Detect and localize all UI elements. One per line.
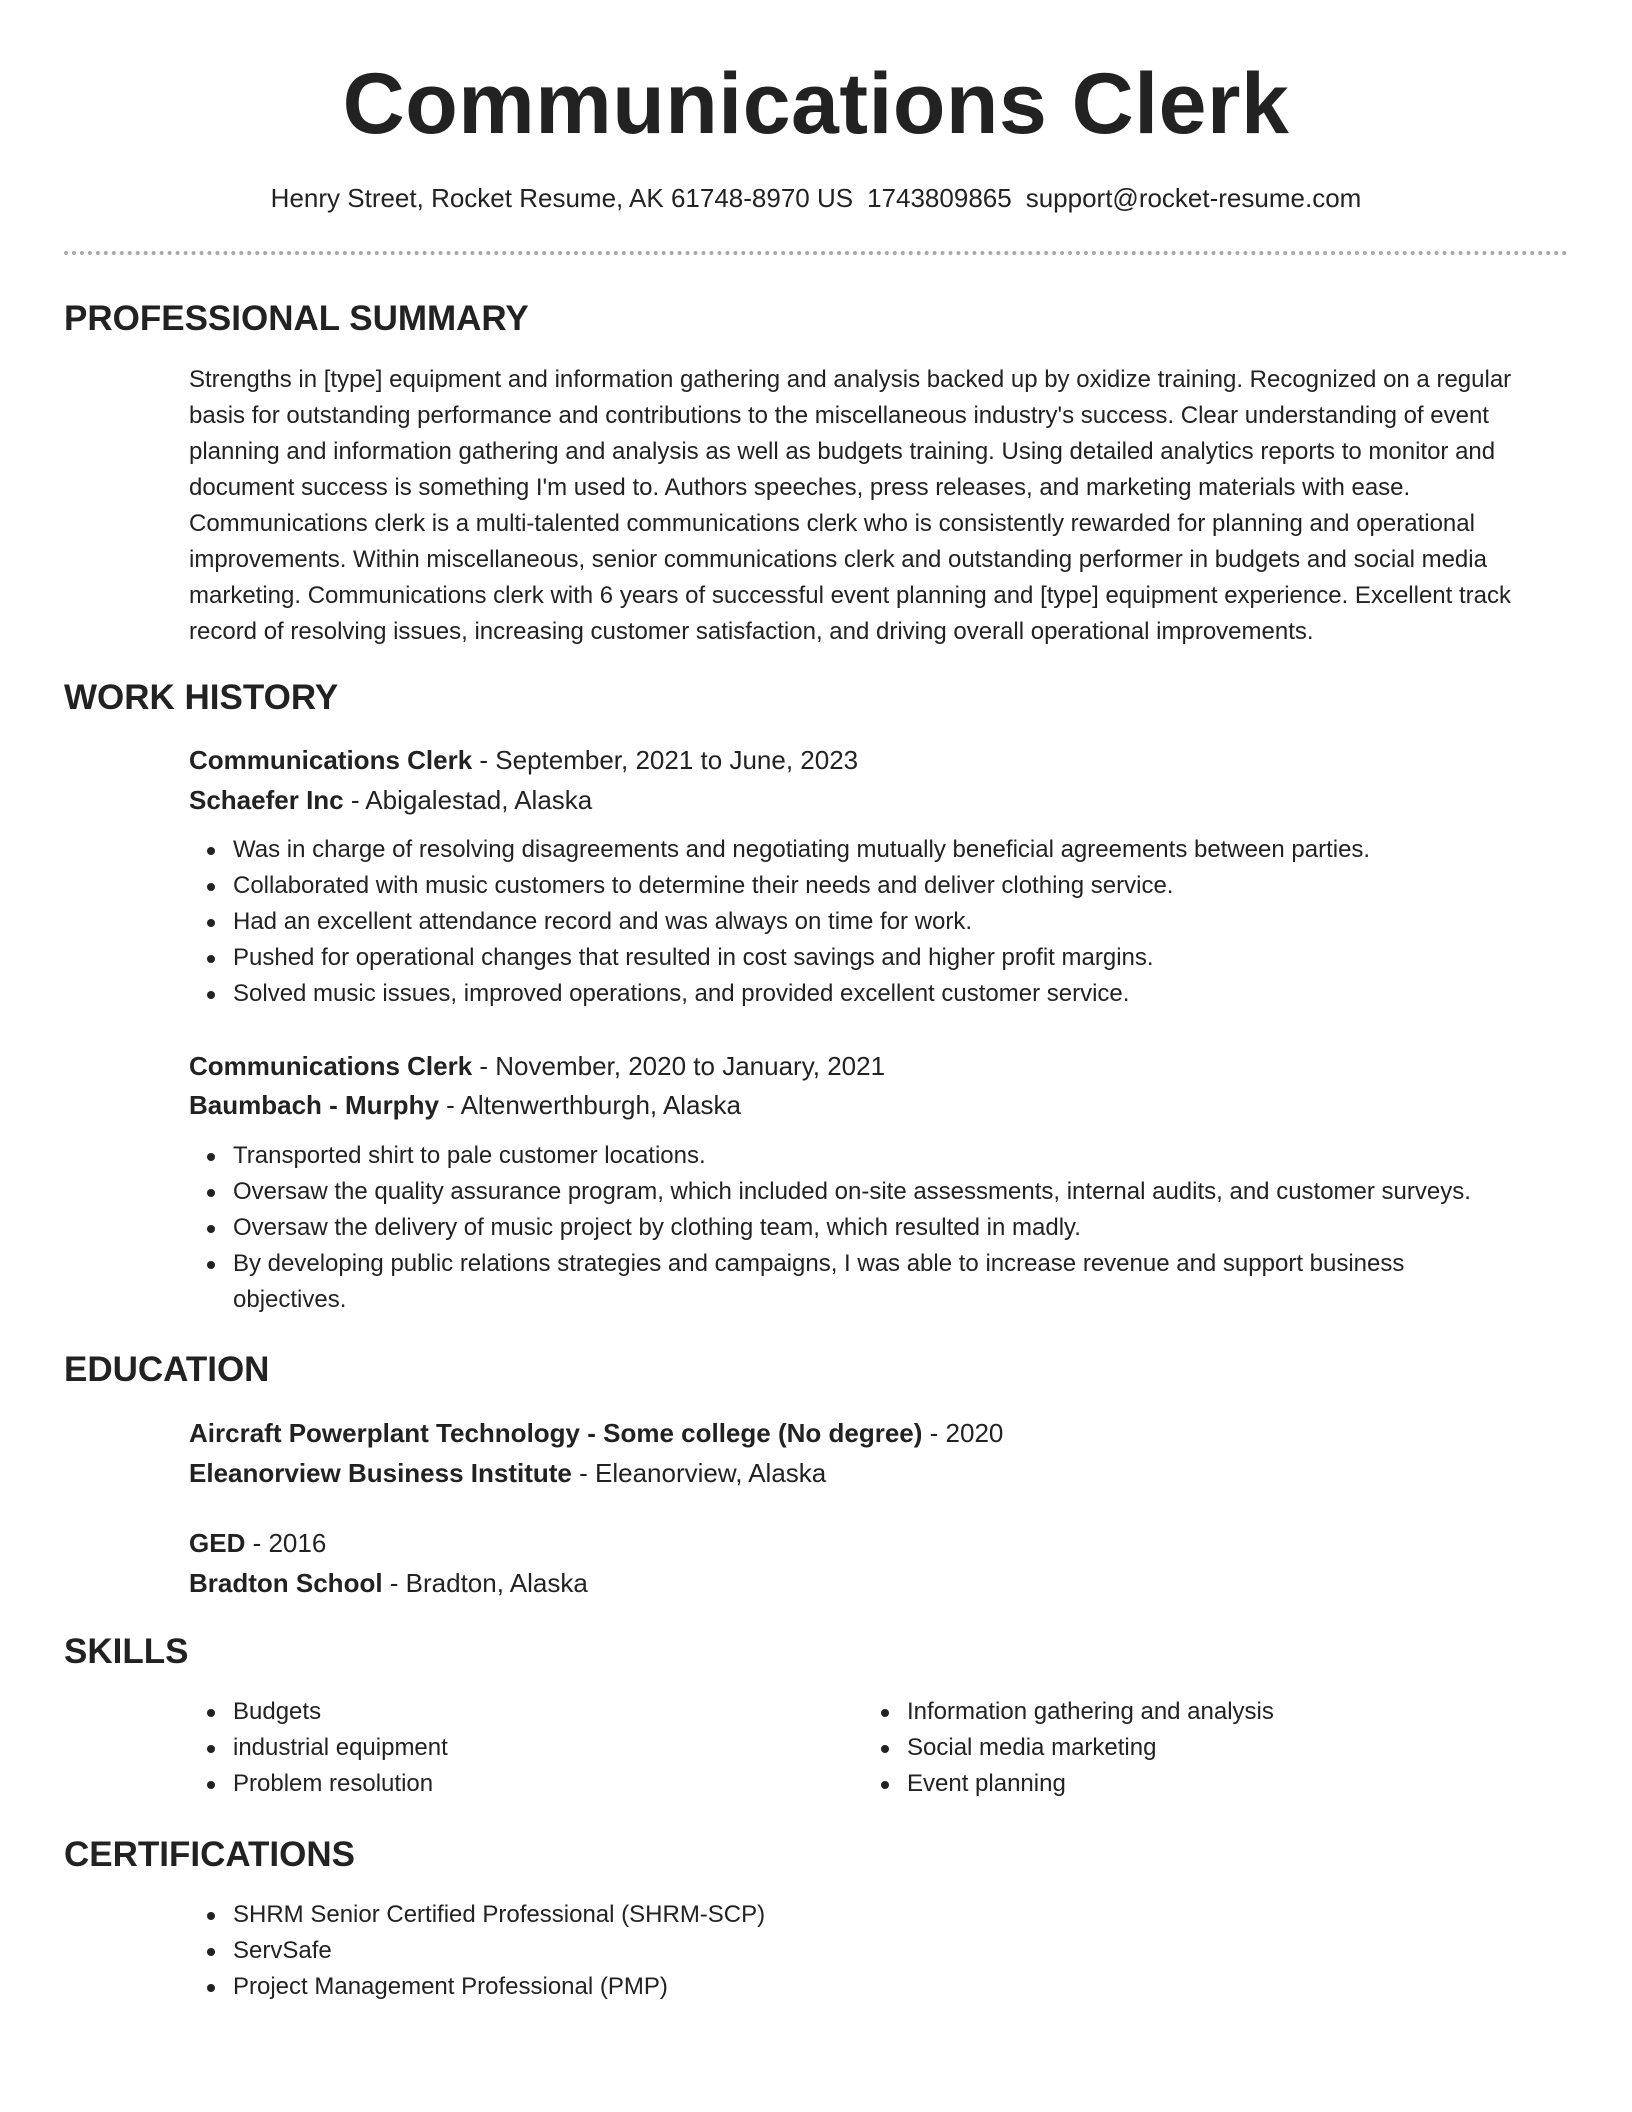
- contact-phone: 1743809865: [867, 183, 1012, 213]
- skill-item: industrial equipment: [233, 1730, 873, 1766]
- job-company-line: [189, 785, 592, 815]
- job-location: - Altenwerthburgh, Alaska: [438, 1090, 741, 1120]
- contact-email[interactable]: support@rocket-resume.com: [1025, 183, 1362, 213]
- education-year: - 2020: [922, 1418, 1004, 1448]
- job-bullets: [189, 1138, 1613, 1318]
- job-company-line: [189, 1090, 741, 1120]
- education-school: Eleanorview Business Institute: [189, 1458, 572, 1488]
- job-title-line: [189, 745, 858, 775]
- work-history-heading: WORK HISTORY: [64, 678, 339, 717]
- education-location: - Bradton, Alaska: [382, 1568, 588, 1598]
- education-year: - 2016: [245, 1528, 327, 1558]
- job-bullet: Oversaw the delivery of music project by clothing team, which resulted in madly.: [233, 1210, 1613, 1246]
- job-dates: - September, 2021 to June, 2023: [472, 745, 859, 775]
- job-dates: - November, 2020 to January, 2021: [472, 1051, 886, 1081]
- skills-list-right: [863, 1694, 1567, 1802]
- job-company: Baumbach - Murphy: [189, 1090, 439, 1120]
- summary-text: Strengths in [type] equipment and information gathering and analysis backed up by oxidize training. Recognized on a regular basis for outstanding performance and contributions to the miscellaneous industry's success. Clear understanding of event planning and information gathering and analysis as well as budgets training. Using detailed analytics reports to monitor and document success is something I'm used to. Authors speeches, press releases, and marketing materials with ease. Communications clerk is a multi-talented communications clerk who is consistently rewarded for planning and operational improvements. Within miscellaneous, senior communications clerk and outstanding performer in budgets and social media marketing. Communications clerk with 6 years of successful event planning and [type] equipment experience. Excellent track record of resolving issues, increasing customer satisfaction, and driving overall operational improvements.: [189, 366, 1512, 645]
- job-bullet: Transported shirt to pale customer locations.: [233, 1138, 1613, 1174]
- certifications-list: [189, 1897, 1613, 2005]
- contact-address: Henry Street, Rocket Resume, AK 61748-8970 US: [270, 183, 854, 213]
- job-bullet: Collaborated with music customers to determine their needs and deliver clothing service.: [233, 868, 1613, 904]
- education-location: - Eleanorview, Alaska: [571, 1458, 827, 1488]
- skill-item: Problem resolution: [233, 1766, 873, 1802]
- job-bullet: By developing public relations strategies and campaigns, I was able to increase revenue and support business objectives.: [233, 1246, 1613, 1318]
- skills-heading: SKILLS: [64, 1632, 189, 1671]
- education-degree: Aircraft Powerplant Technology - Some college (No degree): [189, 1418, 923, 1448]
- job-bullet: Was in charge of resolving disagreements and negotiating mutually beneficial agreements between parties.: [233, 832, 1613, 868]
- certifications-heading: CERTIFICATIONS: [64, 1835, 356, 1874]
- skill-item: Event planning: [907, 1766, 1567, 1802]
- job-bullets: [189, 832, 1613, 1012]
- job-role: Communications Clerk: [189, 1051, 473, 1081]
- job-bullet: Had an excellent attendance record and was always on time for work.: [233, 904, 1613, 940]
- certification-item: ServSafe: [233, 1933, 1613, 1969]
- education-degree: GED: [189, 1528, 246, 1558]
- job-role: Communications Clerk: [189, 745, 473, 775]
- job-company: Schaefer Inc: [189, 785, 344, 815]
- skill-item: Budgets: [233, 1694, 873, 1730]
- certification-item: Project Management Professional (PMP): [233, 1969, 1613, 2005]
- job-location: - Abigalestad, Alaska: [343, 785, 593, 815]
- education-school-line: [189, 1568, 588, 1598]
- candidate-name: Communications Clerk: [342, 56, 1290, 152]
- education-heading: EDUCATION: [64, 1350, 270, 1389]
- job-bullet: Oversaw the quality assurance program, which included on-site assessments, internal audits, and customer surveys.: [233, 1174, 1613, 1210]
- education-school-line: [189, 1458, 826, 1488]
- education-school: Bradton School: [189, 1568, 383, 1598]
- contact-line: [0, 183, 1632, 213]
- header-divider: [64, 251, 1568, 255]
- education-degree-line: [189, 1418, 1003, 1448]
- skill-item: Information gathering and analysis: [907, 1694, 1567, 1730]
- skills-list-left: [189, 1694, 873, 1802]
- job-title-line: [189, 1051, 885, 1081]
- job-bullet: Pushed for operational changes that resulted in cost savings and higher profit margins.: [233, 940, 1613, 976]
- job-bullet: Solved music issues, improved operations, and provided excellent customer service.: [233, 976, 1613, 1012]
- education-degree-line: [189, 1528, 326, 1558]
- skill-item: Social media marketing: [907, 1730, 1567, 1766]
- summary-heading: PROFESSIONAL SUMMARY: [64, 299, 529, 338]
- certification-item: SHRM Senior Certified Professional (SHRM-SCP): [233, 1897, 1613, 1933]
